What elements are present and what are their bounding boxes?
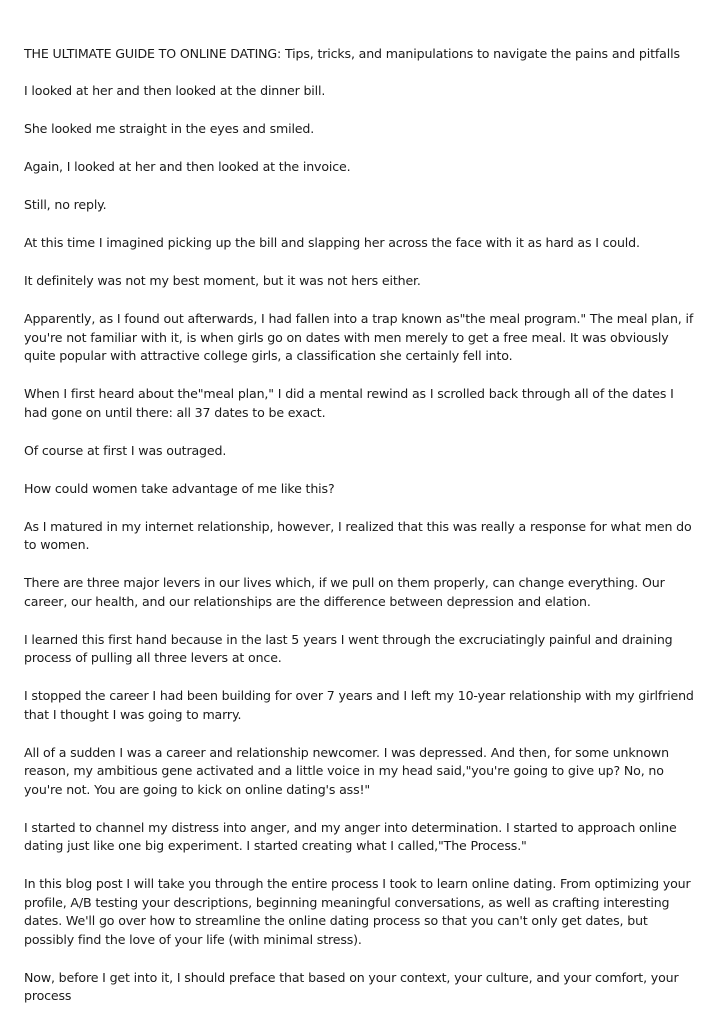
paragraph: Of course at first I was outraged. [24,442,227,458]
paragraph: Now, before I get into it, I should preface that based on your context, your culture, and your comfort, your process [24,969,679,1003]
paragraph: In this blog post I will take you through the entire process I took to learn online dating. From optimizing your profile, A/B testing your descriptions, beginning meaningful conversations, as well as crafting interesting dates. We'll go over how to streamline the online dating process so that you can't only get dates, but possibly find the love of your life (with minimal stress). [24,876,691,947]
paragraph: When I first heard about the"meal plan," I did a mental rewind as I scrolled back through all of the dates I had gone on until there: all 37 dates to be exact. [24,386,674,420]
paragraph: I stopped the career I had been building for over 7 years and I left my 10-year relationship with my girlfriend that I thought I was going to marry. [24,688,694,722]
document-body [24,45,699,1025]
paragraph: She looked me straight in the eyes and smiled. [24,121,315,136]
paragraph: I looked at her and then looked at the dinner bill. [24,83,326,98]
paragraph: All of a sudden I was a career and relationship newcomer. I was depressed. And then, for some unknown reason, my ambitious gene activated and a little voice in my head said,"you're going to give up? No, no you're not. You are going to kick on online dating's ass!" [24,744,669,797]
paragraph: Apparently, as I found out afterwards, I had fallen into a trap known as"the meal program." The meal plan, if you're not familiar with it, is when girls go on dates with men merely to get a free meal. It was obviously quite popular with attractive college girls, a classification she certainly fell into. [24,311,694,363]
paragraph: I started to channel my distress into anger, and my anger into determination. I started to approach online dating just like one big experiment. I started creating what I called,"The Process." [24,819,677,853]
paragraph: I learned this first hand because in the last 5 years I went through the excruciatingly painful and draining process of pulling all three levers at once. [24,631,673,665]
paragraph: As I matured in my internet relationship, however, I realized that this was really a response for what men do to women. [24,518,692,552]
paragraph: Still, no reply. [24,197,107,212]
paragraph: How could women take advantage of me like this? [24,480,335,496]
document-title: THE ULTIMATE GUIDE TO ONLINE DATING: Tips, tricks, and manipulations to navigate the pains and pitfalls [24,46,680,61]
paragraph: Again, I looked at her and then looked at the invoice. [24,159,351,174]
paragraph: At this time I imagined picking up the bill and slapping her across the face with it as hard as I could. [24,235,640,250]
paragraph: It definitely was not my best moment, but it was not hers either. [24,273,421,288]
paragraph: There are three major levers in our lives which, if we pull on them properly, can change everything. Our career, our health, and our relationships are the difference between depression and elation. [24,575,665,609]
